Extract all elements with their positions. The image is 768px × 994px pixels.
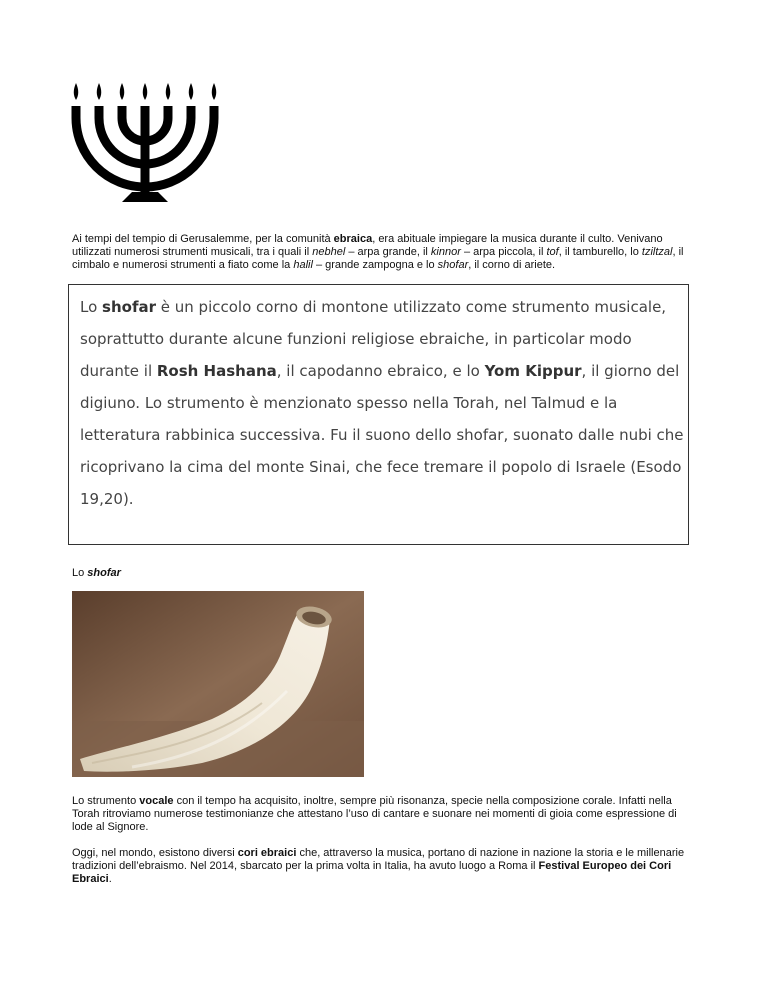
- shofar-photo: [72, 591, 364, 777]
- shofar-info-box: [68, 284, 689, 545]
- intro-paragraph: Ai tempi del tempio di Gerusalemme, per la comunità ebraica, era abituale impiegare la musica durante il culto. Venivano utilizzati numerosi strumenti musicali, tra i quali il nebhel – arpa grande, il kinnor – arpa piccola, il tof, il tamburello, lo tziltzal, il cimbalo e numerosi strumenti a fiato come la halil – grande zampogna e lo shofar, il corno di ariete.: [72, 233, 684, 271]
- shofar-info-text: Lo shofar è un piccolo corno di montone utilizzato come strumento musicale, soprattutto durante alcune funzioni religiose ebraiche, in particolar modo durante il Rosh Hashana, il capodanno ebraico, e lo Yom Kippur, il giorno del digiuno. Lo strumento è menzionato spesso nella Torah, nel Talmud e la letteratura rabbinica successiva. Fu il suono dello shofar, suonato dalle nubi che ricoprivano la cima del monte Sinai, che fece tremare il popolo di Israele (Esodo 19,20).: [80, 298, 684, 508]
- menorah-icon: [70, 80, 220, 205]
- choirs-paragraph: Oggi, nel mondo, esistono diversi cori ebraici che, attraverso la musica, portano di nazione in nazione la storia e le millenarie tradizioni dell’ebraismo. Nel 2014, sbarcato per la prima volta in Italia, ha avuto luogo a Roma il Festival Europeo dei Cori Ebraici.: [72, 847, 685, 885]
- shofar-caption: Lo shofar: [72, 567, 121, 579]
- vocal-paragraph: Lo strumento vocale con il tempo ha acquisito, inoltre, sempre più risonanza, specie nella composizione corale. Infatti nella Torah ritroviamo numerose testimonianze che attestano l’uso di cantare e suonare nei momenti di gioia come espressione di lode al Signore.: [72, 795, 677, 833]
